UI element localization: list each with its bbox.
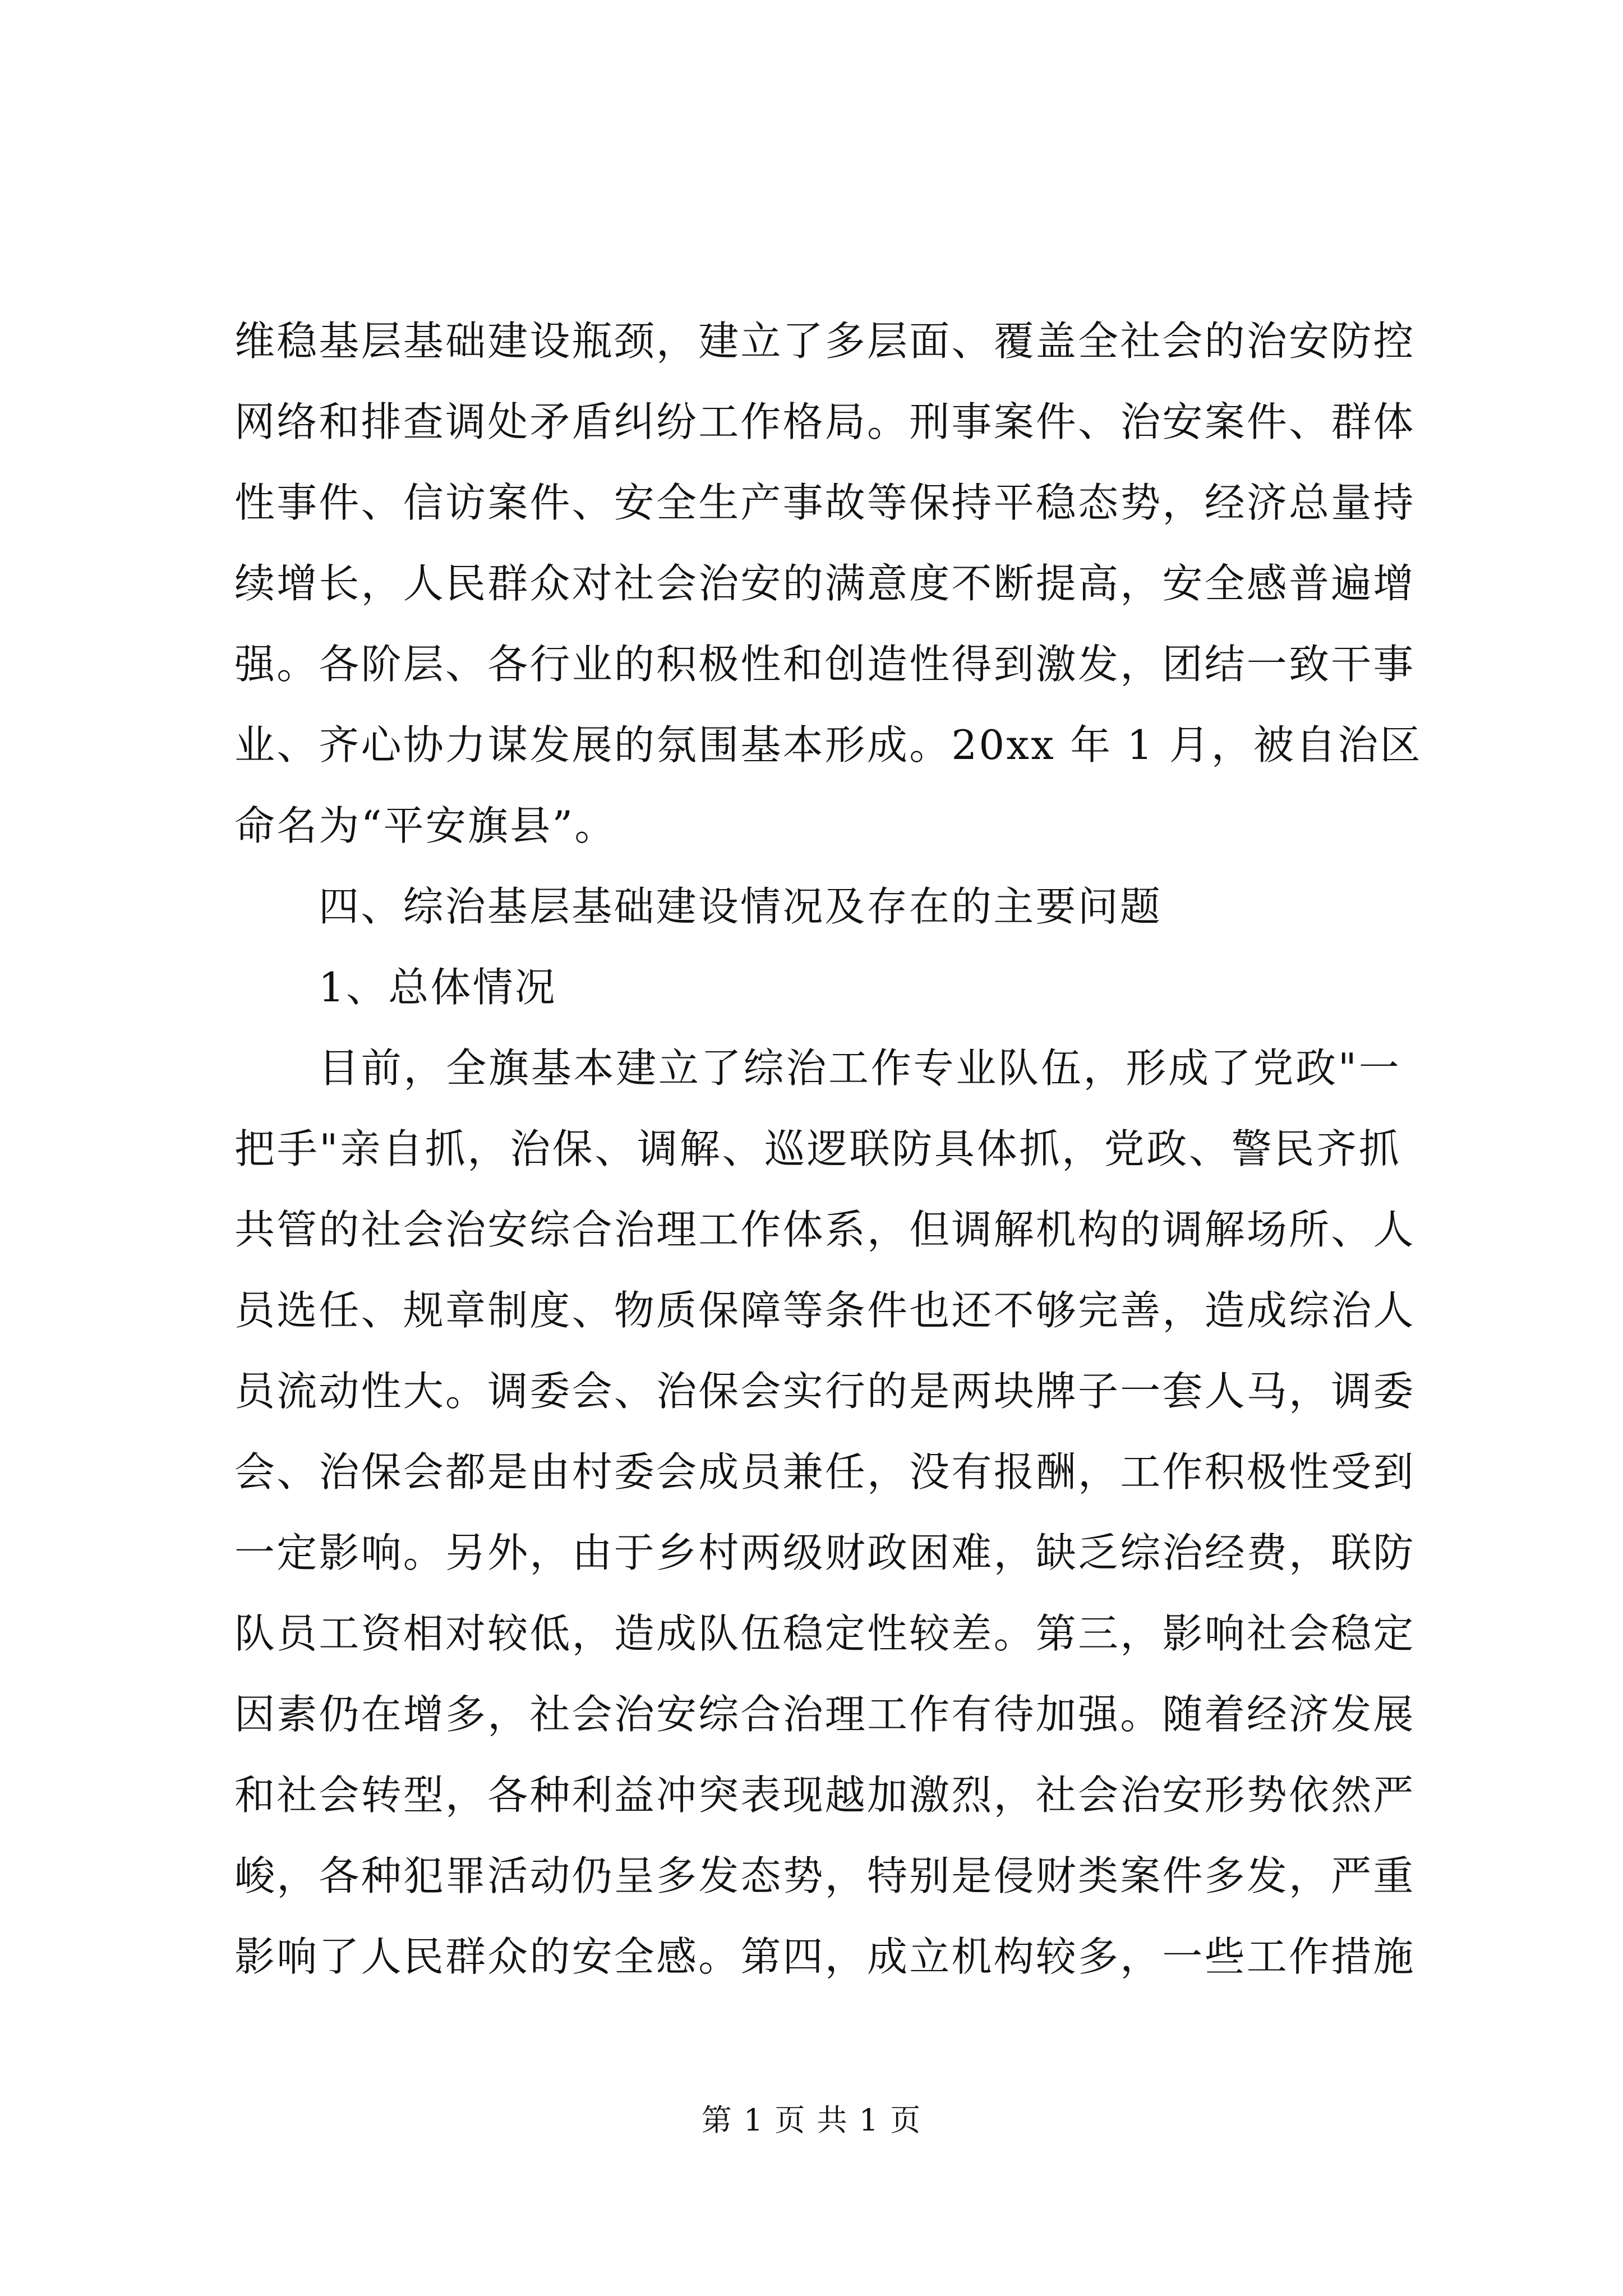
text-line: 四、综治基层基础建设情况及存在的主要问题 (319, 883, 1163, 930)
text-line: 员流动性大。调委会、治保会实行的是两块牌子一套人马，调委 (234, 1368, 1415, 1415)
text-line: 1、总体情况 (319, 964, 557, 1011)
text-line: 共管的社会治安综合治理工作体系，但调解机构的调解场所、人 (234, 1206, 1415, 1253)
text-line: 峻，各种犯罪活动仍呈多发态势，特别是侵财类案件多发，严重 (234, 1852, 1415, 1899)
text-line: 目前，全旗基本建立了综治工作专业队伍，形成了党政"一 (319, 1045, 1401, 1092)
text-line: 把手"亲自抓，治保、调解、巡逻联防具体抓，党政、警民齐抓 (234, 1125, 1401, 1172)
text-line: 会、治保会都是由村委会成员兼任，没有报酬，工作积极性受到 (234, 1448, 1415, 1496)
text-line: 命名为“平安旗县”。 (234, 802, 617, 849)
text-line: 续增长，人民群众对社会治安的满意度不断提高，安全感普遍增 (234, 560, 1415, 607)
text-line: 影响了人民群众的安全感。第四，成立机构较多，一些工作措施 (234, 1933, 1415, 1980)
text-line: 队员工资相对较低，造成队伍稳定性较差。第三，影响社会稳定 (234, 1610, 1415, 1657)
text-line: 和社会转型，各种利益冲突表现越加激烈，社会治安形势依然严 (234, 1772, 1415, 1819)
text-line: 因素仍在增多，社会治安综合治理工作有待加强。随着经济发展 (234, 1691, 1415, 1738)
text-line: 员选任、规章制度、物质保障等条件也还不够完善，造成综治人 (234, 1287, 1415, 1334)
text-line: 强。各阶层、各行业的积极性和创造性得到激发，团结一致干事 (234, 641, 1415, 688)
text-line: 性事件、信访案件、安全生产事故等保持平稳态势，经济总量持 (234, 479, 1415, 526)
page-footer: 第 1 页 共 1 页 (701, 2102, 922, 2138)
text-line: 网络和排查调处矛盾纠纷工作格局。刑事案件、治安案件、群体 (234, 398, 1415, 445)
text-line: 业、齐心协力谋发展的氛围基本形成。20xx 年 1 月，被自治区 (234, 721, 1422, 769)
text-line: 一定影响。另外，由于乡村两级财政困难，缺乏综治经费，联防 (234, 1529, 1415, 1576)
text-line: 维稳基层基础建设瓶颈，建立了多层面、覆盖全社会的治安防控 (234, 318, 1415, 365)
document-body (234, 301, 1422, 1997)
